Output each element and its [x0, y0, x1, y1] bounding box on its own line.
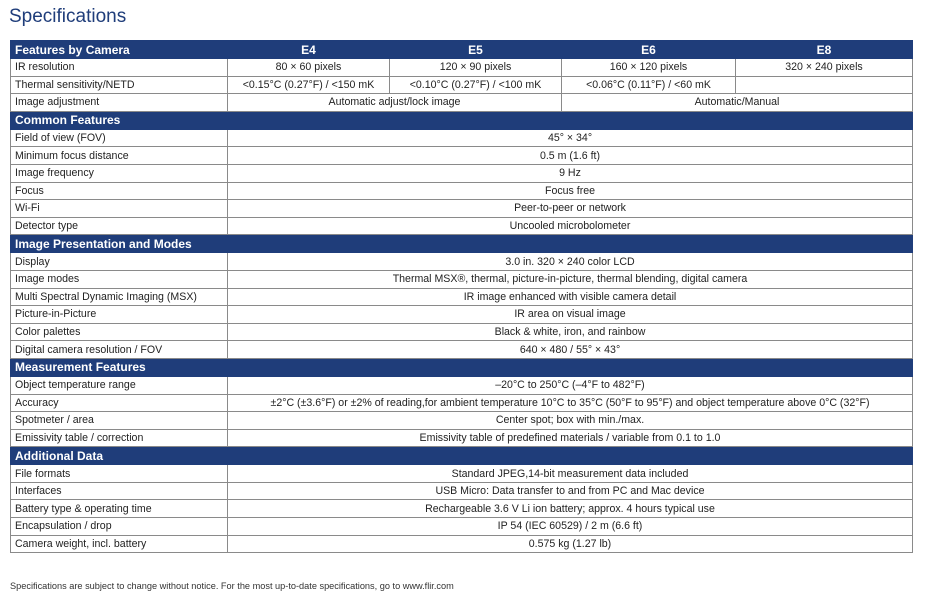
section-header-common	[11, 111, 913, 129]
features-by-camera-header: Features by Camera	[11, 41, 228, 59]
table-row	[11, 465, 913, 483]
table-row	[11, 217, 913, 235]
table-row	[11, 147, 913, 165]
table-row	[11, 500, 913, 518]
section-title: Measurement Features	[11, 358, 913, 376]
cell-value: 9 Hz	[228, 164, 913, 182]
table-row	[11, 306, 913, 324]
row-label: Color palettes	[11, 323, 228, 341]
row-label: Focus	[11, 182, 228, 200]
table-row	[11, 59, 913, 77]
row-label: Emissivity table / correction	[11, 429, 228, 447]
row-label: Digital camera resolution / FOV	[11, 341, 228, 359]
table-row	[11, 253, 913, 271]
row-label: Field of view (FOV)	[11, 129, 228, 147]
cell-value: Uncooled microbolometer	[228, 217, 913, 235]
cell-value-empty	[736, 76, 913, 94]
cell-value: Standard JPEG,14-bit measurement data included	[228, 465, 913, 483]
cell-value: IR image enhanced with visible camera detail	[228, 288, 913, 306]
cell-value: 0.575 kg (1.27 lb)	[228, 535, 913, 553]
row-label: Multi Spectral Dynamic Imaging (MSX)	[11, 288, 228, 306]
table-row	[11, 270, 913, 288]
cell-value: Peer-to-peer or network	[228, 200, 913, 218]
page-title: Specifications	[9, 6, 127, 27]
cell-value: 0.5 m (1.6 ft)	[228, 147, 913, 165]
model-e4-header: E4	[228, 41, 390, 59]
table-row	[11, 182, 913, 200]
table-header-row	[11, 41, 913, 59]
cell-value: 120 × 90 pixels	[390, 59, 562, 77]
row-label: Image frequency	[11, 164, 228, 182]
section-title: Common Features	[11, 111, 913, 129]
row-label: Encapsulation / drop	[11, 518, 228, 536]
table-row	[11, 518, 913, 536]
row-label: Interfaces	[11, 482, 228, 500]
table-row	[11, 429, 913, 447]
cell-value: Emissivity table of predefined materials / variable from 0.1 to 1.0	[228, 429, 913, 447]
cell-value: <0.06°C (0.11°F) / <60 mK	[562, 76, 736, 94]
row-label: Accuracy	[11, 394, 228, 412]
cell-value: Automatic/Manual	[562, 94, 913, 112]
cell-value: 3.0 in. 320 × 240 color LCD	[228, 253, 913, 271]
cell-value: Thermal MSX®, thermal, picture-in-picture, thermal blending, digital camera	[228, 270, 913, 288]
cell-value: 640 × 480 / 55° × 43°	[228, 341, 913, 359]
cell-value: Center spot; box with min./max.	[228, 412, 913, 430]
row-label: File formats	[11, 465, 228, 483]
model-e5-header: E5	[390, 41, 562, 59]
table-row	[11, 412, 913, 430]
row-label: Minimum focus distance	[11, 147, 228, 165]
table-row	[11, 94, 913, 112]
table-row	[11, 288, 913, 306]
cell-value: 80 × 60 pixels	[228, 59, 390, 77]
section-header-presentation	[11, 235, 913, 253]
table-row	[11, 482, 913, 500]
cell-value: Black & white, iron, and rainbow	[228, 323, 913, 341]
row-label: Camera weight, incl. battery	[11, 535, 228, 553]
model-e6-header: E6	[562, 41, 736, 59]
cell-value: USB Micro: Data transfer to and from PC and Mac device	[228, 482, 913, 500]
cell-value: ±2°C (±3.6°F) or ±2% of reading,for ambient temperature 10°C to 35°C (50°F to 95°F) and object temperature above 0°C (32°F)	[228, 394, 913, 412]
footer-note: Specifications are subject to change without notice. For the most up-to-date specifications, go to www.flir.com	[10, 581, 454, 591]
cell-value: IR area on visual image	[228, 306, 913, 324]
row-label: IR resolution	[11, 59, 228, 77]
row-label: Wi-Fi	[11, 200, 228, 218]
cell-value: Automatic adjust/lock image	[228, 94, 562, 112]
model-e8-header: E8	[736, 41, 913, 59]
section-header-additional	[11, 447, 913, 465]
row-label: Display	[11, 253, 228, 271]
table-row	[11, 323, 913, 341]
row-label: Picture-in-Picture	[11, 306, 228, 324]
row-label: Detector type	[11, 217, 228, 235]
cell-value: <0.10°C (0.27°F) / <100 mK	[390, 76, 562, 94]
cell-value: <0.15°C (0.27°F) / <150 mK	[228, 76, 390, 94]
cell-value: 320 × 240 pixels	[736, 59, 913, 77]
table-row	[11, 76, 913, 94]
section-title: Image Presentation and Modes	[11, 235, 913, 253]
row-label: Image modes	[11, 270, 228, 288]
specifications-table	[10, 40, 913, 553]
row-label: Image adjustment	[11, 94, 228, 112]
section-header-measurement	[11, 358, 913, 376]
cell-value: 45° × 34°	[228, 129, 913, 147]
row-label: Thermal sensitivity/NETD	[11, 76, 228, 94]
table-row	[11, 394, 913, 412]
table-row	[11, 200, 913, 218]
table-row	[11, 376, 913, 394]
cell-value: Focus free	[228, 182, 913, 200]
table-row	[11, 341, 913, 359]
row-label: Object temperature range	[11, 376, 228, 394]
cell-value: –20°C to 250°C (–4°F to 482°F)	[228, 376, 913, 394]
cell-value: IP 54 (IEC 60529) / 2 m (6.6 ft)	[228, 518, 913, 536]
cell-value: Rechargeable 3.6 V Li ion battery; approx. 4 hours typical use	[228, 500, 913, 518]
table-row	[11, 535, 913, 553]
cell-value: 160 × 120 pixels	[562, 59, 736, 77]
row-label: Battery type & operating time	[11, 500, 228, 518]
row-label: Spotmeter / area	[11, 412, 228, 430]
table-row	[11, 164, 913, 182]
section-title: Additional Data	[11, 447, 913, 465]
table-row	[11, 129, 913, 147]
